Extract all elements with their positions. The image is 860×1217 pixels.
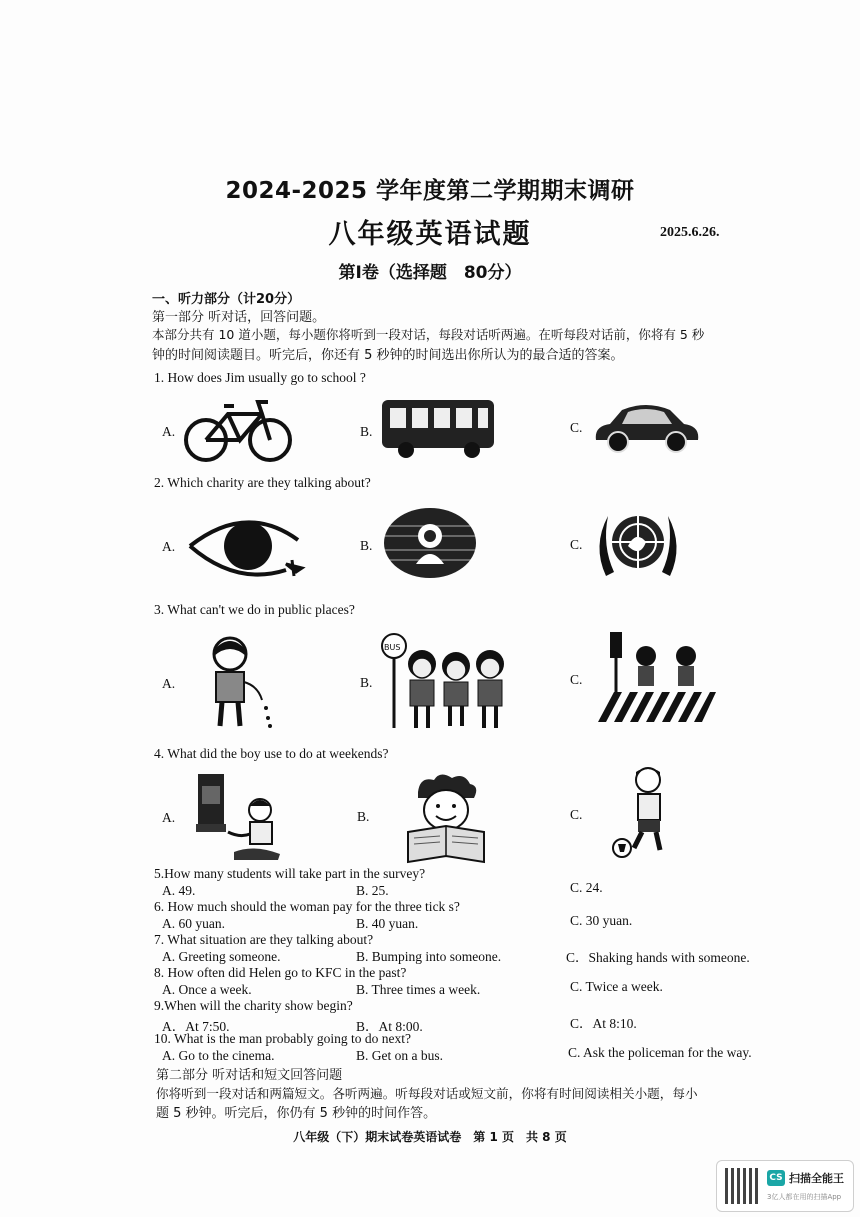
q10-option-c: C. Ask the policeman for the way. bbox=[568, 1045, 752, 1060]
question-3: 3. What can't we do in public places? bbox=[154, 602, 355, 617]
bicycle-icon bbox=[182, 396, 294, 466]
section-heading: 一、听力部分（计20分） bbox=[152, 292, 301, 307]
q7-option-b: B. Bumping into someone. bbox=[356, 949, 502, 964]
q3-option-b-label: B. bbox=[360, 675, 373, 690]
q7-option-c: C．Shaking hands with someone. bbox=[566, 950, 750, 965]
question-2: 2. Which charity are they talking about? bbox=[154, 475, 371, 490]
exam-date: 2025.6.26. bbox=[660, 225, 720, 240]
q8-option-b: B. Three times a week. bbox=[356, 982, 481, 997]
scanner-watermark-badge bbox=[716, 1160, 854, 1212]
q8-option-a: A. Once a week. bbox=[162, 982, 252, 997]
un-emblem-icon bbox=[592, 506, 684, 584]
q4-option-b-label: B. bbox=[357, 809, 370, 824]
q1-option-a-label: A. bbox=[162, 424, 176, 439]
q4-option-a-label: A. bbox=[162, 810, 176, 825]
q2-option-c-label: C. bbox=[570, 537, 583, 552]
q1-option-c-label: C. bbox=[570, 420, 583, 435]
part2-instruction-line1: 你将听到一段对话和两篇短文。各听两遍。听每段对话或短文前，你将有时间阅读相关小题，每小 bbox=[156, 1086, 698, 1101]
part2-heading: 第二部分 听对话和短文回答问题 bbox=[156, 1068, 343, 1083]
q6-option-b: B. 40 yuan. bbox=[356, 916, 419, 931]
svg-text:BUS: BUS bbox=[384, 643, 401, 652]
question-6: 6. How much should the woman pay for the three tick s? bbox=[154, 899, 460, 914]
man-reading-newspaper-icon bbox=[404, 770, 488, 864]
part2-instruction-line2: 题 5 秒钟。听完后，你仍有 5 秒钟的时间作答。 bbox=[156, 1106, 437, 1121]
q1-option-b-label: B. bbox=[360, 424, 373, 439]
q4-option-c-label: C. bbox=[570, 807, 583, 822]
q9-option-a: A．At 7:50. bbox=[162, 1019, 230, 1034]
q3-option-a-label: A. bbox=[162, 676, 176, 691]
cs-logo-icon: CS bbox=[767, 1170, 785, 1186]
exam-subtitle: 八年级英语试题 bbox=[328, 219, 532, 250]
q7-option-a: A. Greeting someone. bbox=[162, 949, 281, 964]
boy-playing-football-icon bbox=[610, 764, 676, 860]
bus-icon bbox=[380, 396, 498, 460]
girl-spitting-icon bbox=[200, 632, 280, 732]
q10-option-a: A. Go to the cinema. bbox=[162, 1048, 275, 1063]
q8-option-c: C. Twice a week. bbox=[570, 979, 663, 994]
part1-instruction-line1: 本部分共有 10 道小题，每小题你将听到一段对话，每段对话听两遍。在听每段对话前，你将有 5 秒 bbox=[152, 327, 705, 342]
page-footer: 八年级（下）期末试卷英语试卷 第 1 页 共 8 页 bbox=[293, 1130, 567, 1144]
zebra-crossing-icon bbox=[594, 630, 718, 726]
queue-at-bus-stop-icon bbox=[380, 632, 510, 732]
car-icon bbox=[590, 400, 702, 456]
q5-option-b: B. 25. bbox=[356, 883, 389, 898]
q6-option-a: A. 60 yuan. bbox=[162, 916, 225, 931]
question-10: 10. What is the man probably going to do next? bbox=[154, 1031, 411, 1046]
question-5: 5.How many students will take part in the survey? bbox=[154, 866, 426, 881]
question-8: 8. How often did Helen go to KFC in the past? bbox=[154, 965, 407, 980]
qr-code-icon bbox=[725, 1168, 761, 1204]
q2-option-b-label: B. bbox=[360, 538, 373, 553]
eye-plane-logo-icon bbox=[186, 510, 310, 580]
q9-option-c: C．At 8:10. bbox=[570, 1016, 637, 1031]
q2-option-a-label: A. bbox=[162, 539, 176, 554]
exam-title: 2024-2025 学年度第二学期期末调研 bbox=[225, 178, 635, 204]
part1-instruction-line2: 钟的时间阅读题目。听完后，你还有 5 秒钟的时间选出你所认为的最合适的答案。 bbox=[152, 348, 624, 363]
charity-logo-icon bbox=[382, 506, 478, 580]
part1-heading: 第一部分 听对话，回答问题。 bbox=[152, 310, 326, 325]
question-7: 7. What situation are they talking about? bbox=[154, 932, 374, 947]
q9-option-b: B．At 8:00. bbox=[356, 1019, 423, 1034]
q5-option-a: A. 49. bbox=[162, 883, 196, 898]
q5-option-c: C. 24. bbox=[570, 880, 603, 895]
question-9: 9.When will the charity show begin? bbox=[154, 998, 353, 1013]
scanner-app-name: 扫描全能王 bbox=[789, 1172, 844, 1185]
q3-option-c-label: C. bbox=[570, 672, 583, 687]
q10-option-b: B. Get on a bus. bbox=[356, 1048, 443, 1063]
question-1: 1. How does Jim usually go to school ? bbox=[154, 370, 366, 385]
q6-option-c: C. 30 yuan. bbox=[570, 913, 633, 928]
volume-heading: 第Ⅰ卷（选择题 80分） bbox=[338, 263, 522, 283]
question-4: 4. What did the boy use to do at weekends? bbox=[154, 746, 389, 761]
boy-watching-tv-icon bbox=[194, 772, 286, 862]
scanner-app-tagline: 3亿人都在用的扫描App bbox=[767, 1193, 842, 1201]
